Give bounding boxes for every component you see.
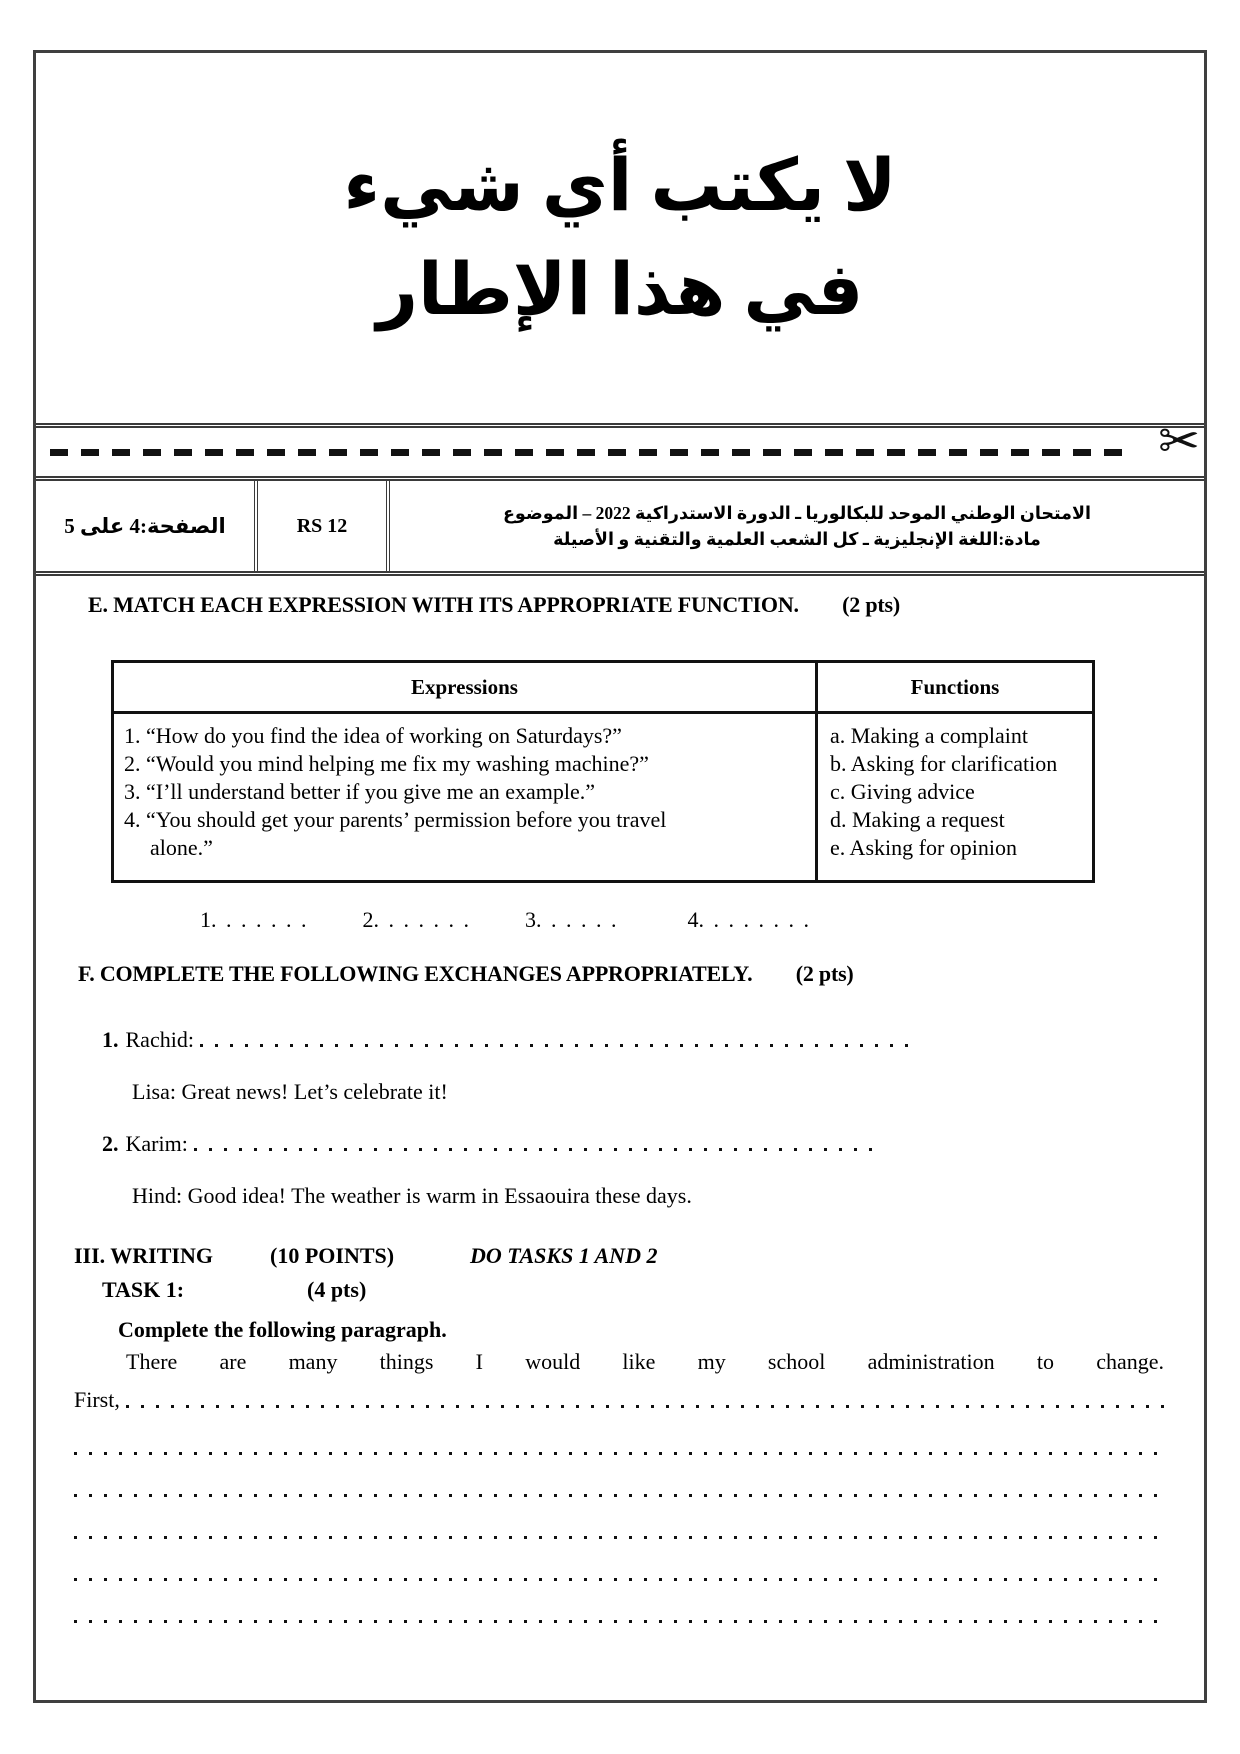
task-1-heading <box>102 1277 1164 1303</box>
no-write-line-1: لا يكتب أي شيء <box>343 145 897 226</box>
exchange-2-prompt-line <box>102 1131 882 1157</box>
cut-dashed-line <box>50 449 1122 456</box>
exam-body <box>36 592 1204 1623</box>
section-e-title: E. MATCH EACH EXPRESSION WITH ITS APPROPRIATE FUNCTION. <box>88 592 799 617</box>
exchange-1-blank <box>200 1044 917 1047</box>
no-write-notice <box>343 134 896 343</box>
task-1-label: TASK 1: <box>102 1277 185 1302</box>
function-option-d: d. Making a request <box>830 807 1005 832</box>
cut-line-row <box>36 412 1204 476</box>
matching-table <box>111 660 1095 883</box>
exam-title-cell <box>390 481 1204 571</box>
expression-item-4-continuation: alone.” <box>150 835 213 860</box>
exchange-1-number: 1. <box>102 1027 119 1052</box>
matching-table-body-row <box>113 713 1094 882</box>
paragraph-blank-leader <box>126 1405 1164 1408</box>
section-f-title: F. COMPLETE THE FOLLOWING EXCHANGES APPROPRIATELY. <box>78 961 753 986</box>
task-1-instruction: Complete the following paragraph. <box>118 1317 447 1342</box>
exchange-2-blank <box>194 1148 882 1151</box>
writing-section-points: (10 POINTS) <box>270 1243 395 1268</box>
exchange-2-reply: Hind: Good idea! The weather is warm in Essaouira these days. <box>132 1183 692 1208</box>
paragraph-second-line <box>74 1387 1164 1413</box>
writing-section-title: III. WRITING <box>74 1243 213 1268</box>
expressions-cell <box>113 713 817 882</box>
function-option-a: a. Making a complaint <box>830 723 1028 748</box>
expressions-column-header: Expressions <box>113 662 817 713</box>
task-1-points: (4 pts) <box>307 1277 367 1302</box>
writing-dotted-line-5 <box>74 1620 1164 1623</box>
section-e-heading <box>88 592 1164 618</box>
matching-table-header-row <box>113 662 1094 713</box>
functions-cell <box>817 713 1094 882</box>
exam-page-frame <box>33 50 1207 1703</box>
expression-item-2: 2. “Would you mind helping me fix my washing machine?” <box>124 751 649 776</box>
function-option-c: c. Giving advice <box>830 779 975 804</box>
exchange-1-speaker: Rachid: <box>125 1027 194 1052</box>
section-f-points: (2 pts) <box>795 961 854 986</box>
function-option-e: e. Asking for opinion <box>830 835 1017 860</box>
exam-header-table <box>36 476 1204 576</box>
writing-section-note: DO TASKS 1 AND 2 <box>470 1243 658 1268</box>
exchange-2-number: 2. <box>102 1131 119 1156</box>
exchange-1-reply: Lisa: Great news! Let’s celebrate it! <box>132 1079 448 1104</box>
exam-title-line-2: مادة:اللغة الإنجليزية ـ كل الشعب العلمية والتقنية و الأصيلة <box>553 529 1041 549</box>
matching-answer-line <box>200 907 1164 933</box>
writing-dotted-line-1 <box>74 1452 1164 1455</box>
writing-section-heading <box>74 1243 1164 1269</box>
section-f-heading <box>78 961 1164 987</box>
answer-slot-2: 2. . . . . . . <box>362 907 469 932</box>
page-number-cell: الصفحة:4 على 5 <box>36 481 258 571</box>
answer-slot-3: 3. . . . . . <box>525 907 617 932</box>
paragraph-lead-word: First, <box>74 1387 120 1412</box>
exam-code-cell: RS 12 <box>258 481 390 571</box>
exchange-1-prompt-line <box>102 1027 917 1053</box>
answer-slot-1: 1. . . . . . . <box>200 907 307 932</box>
writing-dotted-line-3 <box>74 1536 1164 1539</box>
no-write-line-2: في هذا الإطار <box>376 250 864 330</box>
section-e-points: (2 pts) <box>842 592 901 617</box>
scissors-icon: ✂ <box>1158 412 1200 470</box>
functions-column-header: Functions <box>817 662 1094 713</box>
exam-title-line-1: الامتحان الوطني الموحد للبكالوريا ـ الدورة الاستدراكية 2022 – الموضوع <box>502 502 1092 523</box>
expression-item-4: 4. “You should get your parents’ permission before you travel <box>124 807 667 832</box>
writing-dotted-line-2 <box>74 1494 1164 1497</box>
no-write-box <box>36 53 1204 428</box>
writing-dotted-line-4 <box>74 1578 1164 1581</box>
function-option-b: b. Asking for clarification <box>830 751 1058 776</box>
expression-item-3: 3. “I’ll understand better if you give me an example.” <box>124 779 595 804</box>
answer-slot-4: 4. . . . . . . . <box>687 907 809 932</box>
expression-item-1: 1. “How do you find the idea of working on Saturdays?” <box>124 723 622 748</box>
exchange-2-speaker: Karim: <box>125 1131 188 1156</box>
paragraph-first-line: There are many things I would like my school administration to change. <box>126 1349 1164 1374</box>
